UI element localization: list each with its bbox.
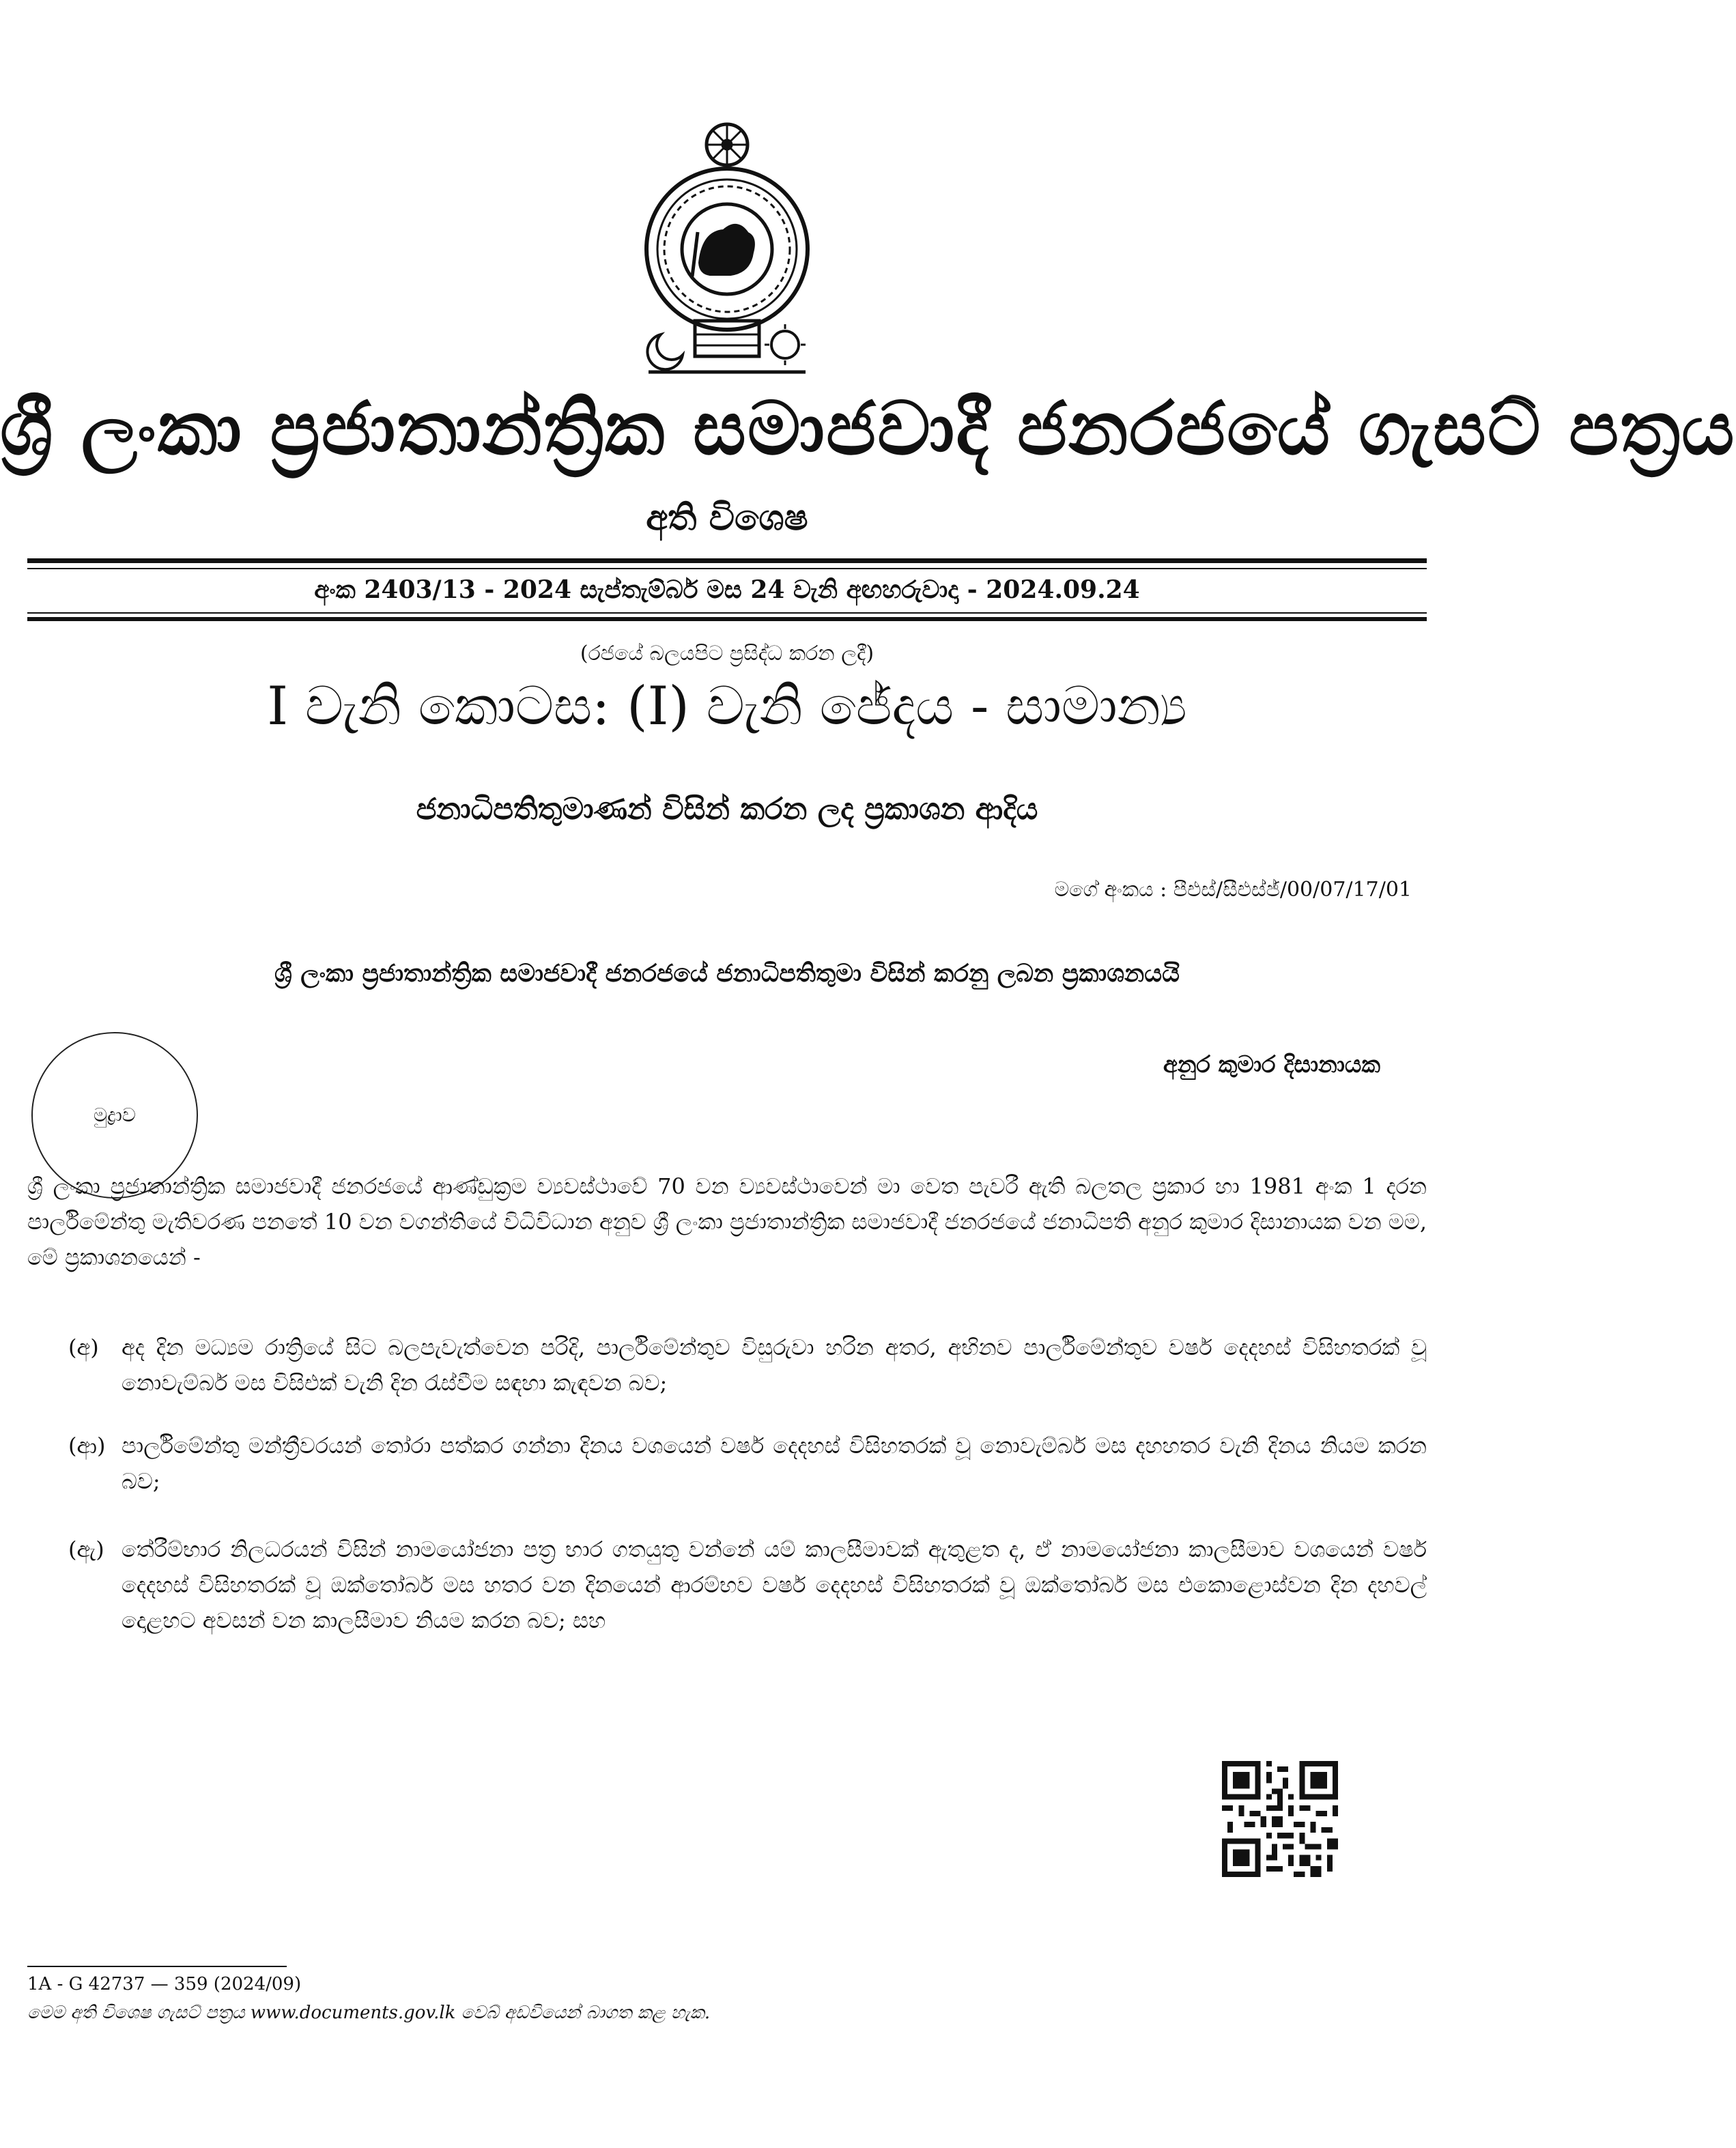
- authority-note: (රජයේ බලයපිට ප්‍රසිද්ධ කරන ලදී): [580, 642, 874, 665]
- list-item-text: පාර්ලිමේන්තු මන්ත්‍රීවරයන් තෝරා පත්කර ගන්නා දිනය වශයෙන් වර්ෂ දෙදහස් විසිහතරක් වූ නොවැම්බර් මස දහහතර වැනි දිනය නියම කරන බව;: [122, 1433, 1427, 1494]
- intro-paragraph: ශ්‍රී ලංකා ප්‍රජාතාන්ත්‍රික සමාජවාදී ජනරජයේ ආණ්ඩුක්‍රම ව්‍යවස්ථාවේ 70 වන ව්‍යවස්ථාවෙන් මා වෙත පැවරී ඇති බලතල ප්‍රකාර හා 1981 අංක 1 දරන පාර්ලිමේන්තු මැතිවරණ පනතේ 10 වන වගන්තියේ විධිවිධාන අනුව ශ්‍රී ලංකා ප්‍රජාතාන්ත්‍රික සමාජවාදී ජනරජයේ ජනාධිපති අනුර කුමාර දිසානායක වන මම, මේ ප්‍රකාශනයෙන් -: [27, 1173, 1427, 1270]
- part-title: I වැනි කොටස: (I) වැනි ජේදය - සාමාන්‍ය: [267, 676, 1187, 737]
- gazette-title: ශ්‍රී ලංකා ප්‍රජාතාන්ත්‍රික සමාජවාදී ජනරජයේ ගැසට් පත්‍රය: [0, 386, 1736, 472]
- qr-code-icon[interactable]: [1222, 1761, 1338, 1877]
- national-emblem-icon: [635, 116, 819, 382]
- header-rule-top-thick: [27, 558, 1427, 563]
- section-title: ජනාධිපතිතුමාණන් විසින් කරන ලද ප්‍රකාශන ආදිය: [416, 792, 1038, 827]
- footer-rule: [27, 1966, 287, 1967]
- reference-number: මගේ අංකය : පීඑස්/සීඑස්ජ්/00/07/17/01: [1054, 878, 1412, 902]
- list-item: [68, 1428, 1427, 1499]
- list-item-text: අද දින මධ්‍යම රාත්‍රියේ සිට බලපැවැත්වෙන පරිදි, පාර්ලිමේන්තුව විසුරුවා හරින අතර, අභිනව පාර්ලිමේන්තුව වර්ෂ දෙදහස් විසිහතරක් වූ නොවැම්බර් මස විසිඑක් වැනි දින රැස්වීම සඳහා කැඳවන බව;: [122, 1334, 1427, 1396]
- list-item: [68, 1532, 1427, 1638]
- footer-reference: 1A - G 42737 — 359 (2024/09): [27, 1974, 302, 1994]
- proclamation-heading: ශ්‍රී ලංකා ප්‍රජාතාන්ත්‍රික සමාජවාදී ජනරජයේ ජනාධිපතිතුමා විසින් කරනු ලබන ප්‍රකාශනයයි: [274, 959, 1180, 988]
- header-rule-bottom-thin: [27, 612, 1427, 614]
- gazette-subtitle: අති විශෙෂ: [646, 497, 808, 539]
- list-item-label: (ඇ): [68, 1536, 104, 1562]
- list-item: [68, 1330, 1427, 1401]
- seal-label: මුද්‍රාව: [94, 1104, 136, 1126]
- list-item-text: තේරීම්භාර නිලධරයන් විසින් නාමයෝජනා පත්‍ර භාර ගතයුතු වන්නේ යම් කාලසීමාවක් ඇතුළත ද, ඒ නාමයෝජනා කාලසීමාව වශයෙන් වර්ෂ දෙදහස් විසිහතරක් වූ ඔක්තෝබර් මස හතර වන දිනයෙන් ආරම්භව වර්ෂ දෙදහස් විසිහතරක් වූ ඔක්තෝබර් මස එකොළොස්වන දින දහවල් දොළහට අවසන් වන කාලසීමාව නියම කරන බව; සහ: [122, 1536, 1427, 1633]
- header-rule-bottom-thick: [27, 617, 1427, 621]
- list-item-label: (අ): [68, 1334, 99, 1360]
- header-rule-top-thin: [27, 568, 1427, 569]
- list-item-label: (ආ): [68, 1433, 106, 1459]
- footer-note: මෙම අති විශෙෂ ගැසට් පත්‍රය www.documents.gov.lk වෙබ් අඩවියෙන් බාගත කළ හැක.: [27, 2003, 711, 2023]
- president-name: අනුර කුමාර දිසානායක: [1163, 1051, 1380, 1078]
- issue-line: අංක 2403/13 - 2024 සැප්තැම්බර් මස 24 වැනි අඟහරුවාදා - 2024.09.24: [314, 575, 1140, 604]
